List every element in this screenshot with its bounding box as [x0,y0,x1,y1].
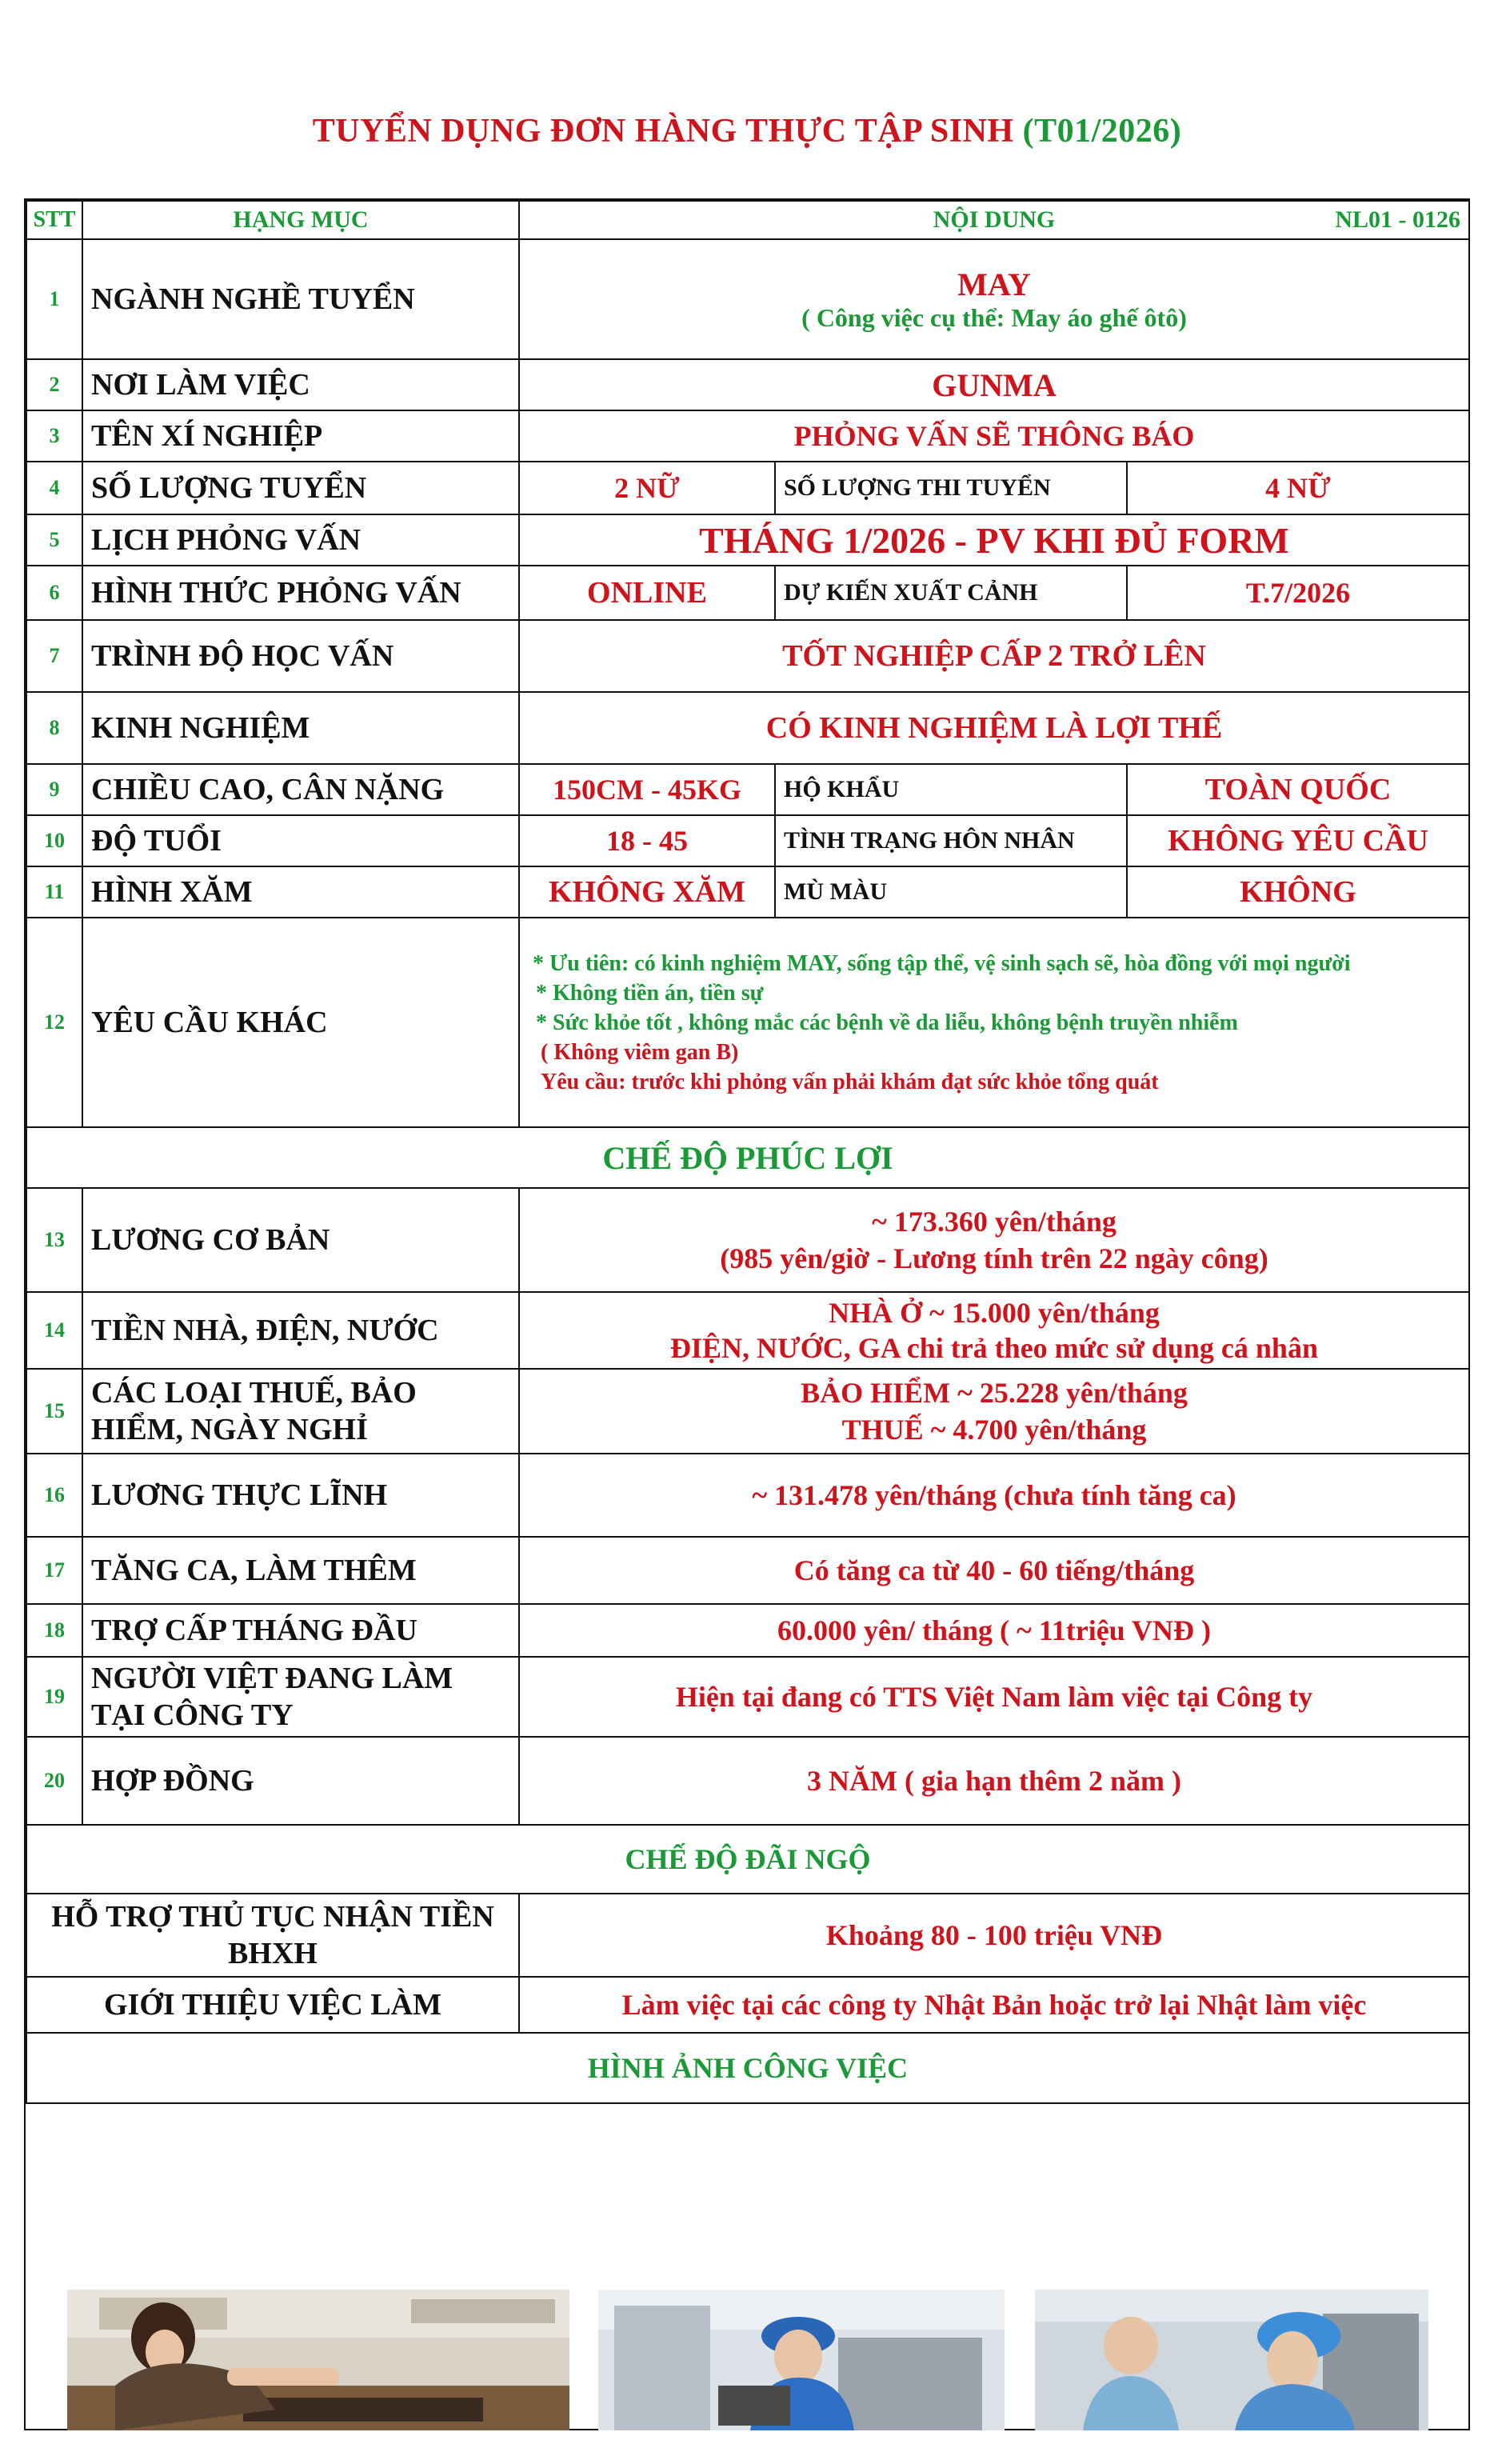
table-row [26,1188,1469,1292]
row-number: 4 [26,462,82,514]
benefit-value: Làm việc tại các công ty Nhật Bản hoặc trở lại Nhật làm việc [519,1977,1469,2033]
work-photos [26,2290,1468,2430]
sewing-photo-1 [67,2290,569,2430]
table-row [26,566,1469,620]
housing-cost: NHÀ Ở ~ 15.000 yên/tháng [829,1297,1160,1329]
table-row [26,1537,1469,1604]
row-label: LỊCH PHỎNG VẤN [82,514,519,566]
row-label-2: DỰ KIẾN XUẤT CẢNH [775,566,1127,620]
row-number: 20 [26,1737,82,1825]
row-value [519,1188,1469,1292]
row-number: 14 [26,1292,82,1369]
row-label: CHIỀU CAO, CÂN NẶNG [82,764,519,815]
row-value [519,1369,1469,1454]
row-label [82,1369,519,1454]
row-label: HÌNH XĂM [82,866,519,918]
row-label: TÊN XÍ NGHIỆP [82,410,519,462]
row-label-2: HỘ KHẨU [775,764,1127,815]
row-label: TRÌNH ĐỘ HỌC VẤN [82,620,519,692]
table-row [26,239,1469,359]
row-label-line: HỖ TRỢ THỦ TỤC NHẬN TIỀN [51,1900,494,1934]
recruitment-table [26,200,1470,2104]
table-row [26,918,1469,1127]
row-value: 18 - 45 [519,815,775,866]
row-value: ONLINE [519,566,775,620]
row-value-2: KHÔNG YÊU CẦU [1127,815,1469,866]
table-row [26,815,1469,866]
table-row [26,1369,1469,1454]
row-label-line: BHXH [228,1937,318,1970]
row-label: NGÀNH NGHỀ TUYỂN [82,239,519,359]
row-value: 3 NĂM ( gia hạn thêm 2 năm ) [519,1737,1469,1825]
row-number: 7 [26,620,82,692]
table-row [26,1604,1469,1657]
row-number: 16 [26,1454,82,1537]
header-content: NỘI DUNG [933,206,1056,233]
row-value: KHÔNG XĂM [519,866,775,918]
row-value-2: 4 NỮ [1127,462,1469,514]
row-label: TIỀN NHÀ, ĐIỆN, NƯỚC [82,1292,519,1369]
row-label-2: TÌNH TRẠNG HÔN NHÂN [775,815,1127,866]
row-value: ~ 131.478 yên/tháng (chưa tính tăng ca) [519,1454,1469,1537]
row-number: 2 [26,359,82,410]
row-value [519,239,1469,359]
row-number: 15 [26,1369,82,1454]
table-row [26,1657,1469,1737]
row-label: HỢP ĐỒNG [82,1737,519,1825]
row-value-2: KHÔNG [1127,866,1469,918]
title-code: (T01/2026) [1022,113,1182,150]
table-row [26,1977,1469,2033]
section-photos: HÌNH ẢNH CÔNG VIỆC [26,2033,1469,2103]
section-welfare: CHẾ ĐỘ PHÚC LỢI [26,1127,1469,1188]
sewing-photo-3 [1035,2290,1428,2430]
table-row [26,514,1469,566]
table-row [26,1737,1469,1825]
row-number: 5 [26,514,82,566]
recruitment-sheet [24,198,1470,2430]
header-content-cell [519,201,1469,239]
table-row [26,620,1469,692]
row-label-line: TẠI CÔNG TY [91,1698,294,1732]
row-label: HÌNH THỨC PHỎNG VẤN [82,566,519,620]
header-category: HẠNG MỤC [82,201,519,239]
row-label-line: HIỂM, NGÀY NGHỈ [91,1413,368,1446]
benefit-label: GIỚI THIỆU VIỆC LÀM [26,1977,519,2033]
row-number: 12 [26,918,82,1127]
table-row [26,1454,1469,1537]
row-value: 60.000 yên/ tháng ( ~ 11triệu VNĐ ) [519,1604,1469,1657]
row-number: 6 [26,566,82,620]
row-value: Hiện tại đang có TTS Việt Nam làm việc tại Công ty [519,1657,1469,1737]
table-row [26,764,1469,815]
requirement-note: ( Không viêm gan B) [541,1039,739,1065]
requirement-note: * Sức khỏe tốt , không mắc các bệnh về da liễu, không bệnh truyền nhiễm [536,1010,1238,1035]
row-number: 1 [26,239,82,359]
row-number: 18 [26,1604,82,1657]
job-detail: ( Công việc cụ thể: May áo ghế ôtô) [801,303,1187,332]
row-number: 8 [26,692,82,764]
benefit-value: Khoảng 80 - 100 triệu VNĐ [519,1894,1469,1977]
section-header [26,2033,1469,2103]
table-header [26,201,1469,239]
row-number: 19 [26,1657,82,1737]
utilities-cost: ĐIỆN, NƯỚC, GA chi trả theo mức sử dụng cá nhân [670,1332,1318,1364]
sewing-photo-2 [598,2290,1005,2430]
row-number: 9 [26,764,82,815]
row-label: LƯƠNG CƠ BẢN [82,1188,519,1292]
table-row [26,359,1469,410]
row-value: PHỎNG VẤN SẼ THÔNG BÁO [519,410,1469,462]
basic-salary-detail: (985 yên/giờ - Lương tính trên 22 ngày công) [720,1242,1268,1274]
benefit-label [26,1894,519,1977]
requirement-note: Yêu cầu: trước khi phỏng vấn phải khám đạt sức khỏe tổng quát [541,1069,1159,1094]
row-label: NƠI LÀM VIỆC [82,359,519,410]
row-label [82,1657,519,1737]
row-label-line: NGƯỜI VIỆT ĐANG LÀM [91,1662,453,1695]
row-label: SỐ LƯỢNG TUYỂN [82,462,519,514]
row-label-2: SỐ LƯỢNG THI TUYỂN [775,462,1127,514]
row-value: TỐT NGHIỆP CẤP 2 TRỞ LÊN [519,620,1469,692]
page-title [0,112,1494,150]
row-value: 2 NỮ [519,462,775,514]
row-label: ĐỘ TUỔI [82,815,519,866]
insurance-cost: BẢO HIỂM ~ 25.228 yên/tháng [801,1377,1188,1409]
row-value-2: TOÀN QUỐC [1127,764,1469,815]
row-label-line: CÁC LOẠI THUẾ, BẢO [91,1376,417,1410]
row-value: THÁNG 1/2026 - PV KHI ĐỦ FORM [519,514,1469,566]
row-label: TĂNG CA, LÀM THÊM [82,1537,519,1604]
requirement-note: * Ưu tiên: có kinh nghiệm MAY, sống tập thể, vệ sinh sạch sẽ, hòa đồng với mọi người [533,950,1351,976]
row-number: 11 [26,866,82,918]
requirement-note: * Không tiền án, tiền sự [536,980,764,1006]
row-label-2: MÙ MÀU [775,866,1127,918]
row-label: YÊU CẦU KHÁC [82,918,519,1127]
table-row [26,462,1469,514]
header-stt: STT [26,201,82,239]
table-row [26,692,1469,764]
title-main: TUYỂN DỤNG ĐƠN HÀNG THỰC TẬP SINH [312,113,1014,150]
section-header [26,1825,1469,1894]
row-number: 13 [26,1188,82,1292]
row-label: TRỢ CẤP THÁNG ĐẦU [82,1604,519,1657]
row-number: 17 [26,1537,82,1604]
table-row [26,410,1469,462]
basic-salary: ~ 173.360 yên/tháng [872,1206,1117,1238]
table-row [26,1292,1469,1369]
tax-cost: THUẾ ~ 4.700 yên/tháng [841,1414,1147,1446]
row-number: 10 [26,815,82,866]
row-value: GUNMA [519,359,1469,410]
row-value: CÓ KINH NGHIỆM LÀ LỢI THẾ [519,692,1469,764]
table-row [26,1894,1469,1977]
row-label: KINH NGHIỆM [82,692,519,764]
section-benefits: CHẾ ĐỘ ĐÃI NGỘ [26,1825,1469,1894]
job-field: MAY [957,266,1031,302]
other-requirements [519,918,1469,1127]
row-value: 150CM - 45KG [519,764,775,815]
section-header [26,1127,1469,1188]
row-label: LƯƠNG THỰC LĨNH [82,1454,519,1537]
row-number: 3 [26,410,82,462]
row-value: Có tăng ca từ 40 - 60 tiếng/tháng [519,1537,1469,1604]
order-number: NL01 - 0126 [1335,206,1460,233]
row-value [519,1292,1469,1369]
row-value-2: T.7/2026 [1127,566,1469,620]
table-row [26,866,1469,918]
